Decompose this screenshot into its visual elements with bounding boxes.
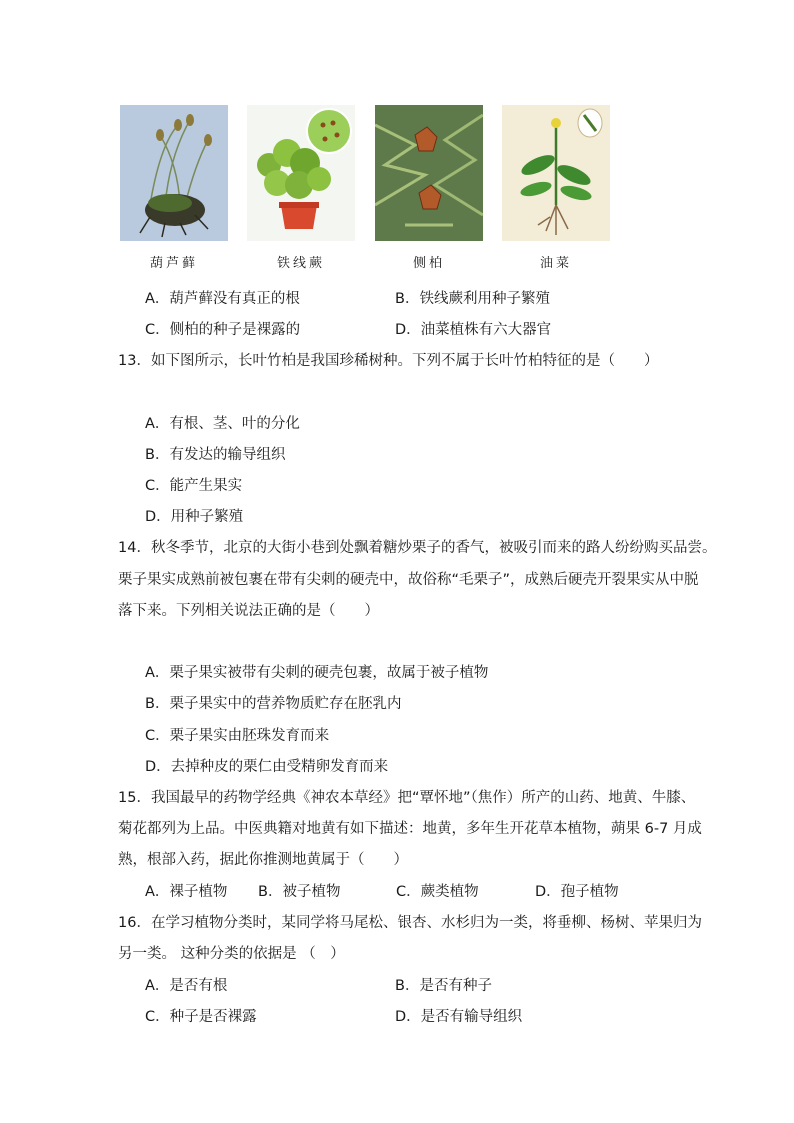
figure-caption-moss: 葫芦藓 [149, 256, 198, 271]
q15-option-b: B．被子植物 [258, 884, 341, 900]
q15-option-a: A．裸子植物 [145, 884, 228, 900]
figure-caption-rapeseed: 油菜 [539, 256, 572, 271]
fern-photo-icon [247, 105, 355, 241]
q15-option-d: D．孢子植物 [535, 884, 619, 900]
q13-option-c: C．能产生果实 [145, 478, 243, 494]
q12-option-b: B．铁线蕨利用种子繁殖 [395, 291, 550, 307]
rapeseed-figure [502, 105, 610, 241]
q14-option-a: A．栗子果实被带有尖刺的硬壳包裹，故属于被子植物 [145, 665, 489, 681]
q16-stem-line-1: 16．在学习植物分类时，某同学将马尾松、银杏、水杉归为一类，将垂柳、杨树、苹果归为 [118, 915, 702, 931]
arborvitae-photo-icon [375, 105, 483, 241]
q14-option-d: D．去掉种皮的栗仁由受精卵发育而来 [145, 759, 389, 775]
q16-option-d: D．是否有输导组织 [395, 1009, 523, 1025]
q16-option-a: A．是否有根 [145, 978, 228, 994]
q13-option-a: A．有根、茎、叶的分化 [145, 416, 300, 432]
q14-stem-line-1: 14．秋冬季节，北京的大街小巷到处飘着糖炒栗子的香气，被吸引而来的路人纷纷购买品尝。 [118, 540, 717, 556]
q15-option-c: C．蕨类植物 [396, 884, 479, 900]
q16-option-c: C．种子是否裸露 [145, 1009, 257, 1025]
q15-stem-line-3: 熟，根部入药，据此你推测地黄属于（ ） [118, 852, 408, 868]
rapeseed-illustration-icon [502, 105, 610, 241]
q13-option-d: D．用种子繁殖 [145, 509, 244, 525]
q16-option-b: B．是否有种子 [395, 978, 492, 994]
q15-stem-line-1: 15．我国最早的药物学经典《神农本草经》把“覃怀地”（焦作）所产的山药、地黄、牛膝、 [118, 790, 696, 806]
q14-stem-line-3: 落下来。下列相关说法正确的是（ ） [118, 603, 379, 619]
figure-caption-arborvitae: 侧柏 [412, 256, 445, 271]
moss-photo-icon [120, 105, 228, 241]
q12-option-c: C．侧柏的种子是裸露的 [145, 322, 301, 338]
moss-figure [120, 105, 228, 241]
q16-stem-line-2: 另一类。 这种分类的依据是 （ ） [118, 946, 345, 962]
figure-caption-fern: 铁线蕨 [276, 256, 325, 271]
q12-option-a: A．葫芦藓没有真正的根 [145, 291, 300, 307]
q13-option-b: B．有发达的输导组织 [145, 447, 286, 463]
q12-option-d: D．油菜植株有六大器官 [395, 322, 552, 338]
fern-figure [247, 105, 355, 241]
q13-stem: 13．如下图所示，长叶竹柏是我国珍稀树种。下列不属于长叶竹柏特征的是（ ） [118, 353, 659, 369]
q14-option-c: C．栗子果实由胚珠发育而来 [145, 728, 330, 744]
q14-option-b: B．栗子果实中的营养物质贮存在胚乳内 [145, 696, 402, 712]
q14-stem-line-2: 栗子果实成熟前被包裹在带有尖刺的硬壳中，故俗称“毛栗子”，成熟后硬壳开裂果实从中脱 [118, 572, 699, 588]
q15-stem-line-2: 菊花都列为上品。中医典籍对地黄有如下描述：地黄，多年生开花草本植物，蒴果 6-7 月成 [118, 821, 702, 837]
arborvitae-figure [375, 105, 483, 241]
